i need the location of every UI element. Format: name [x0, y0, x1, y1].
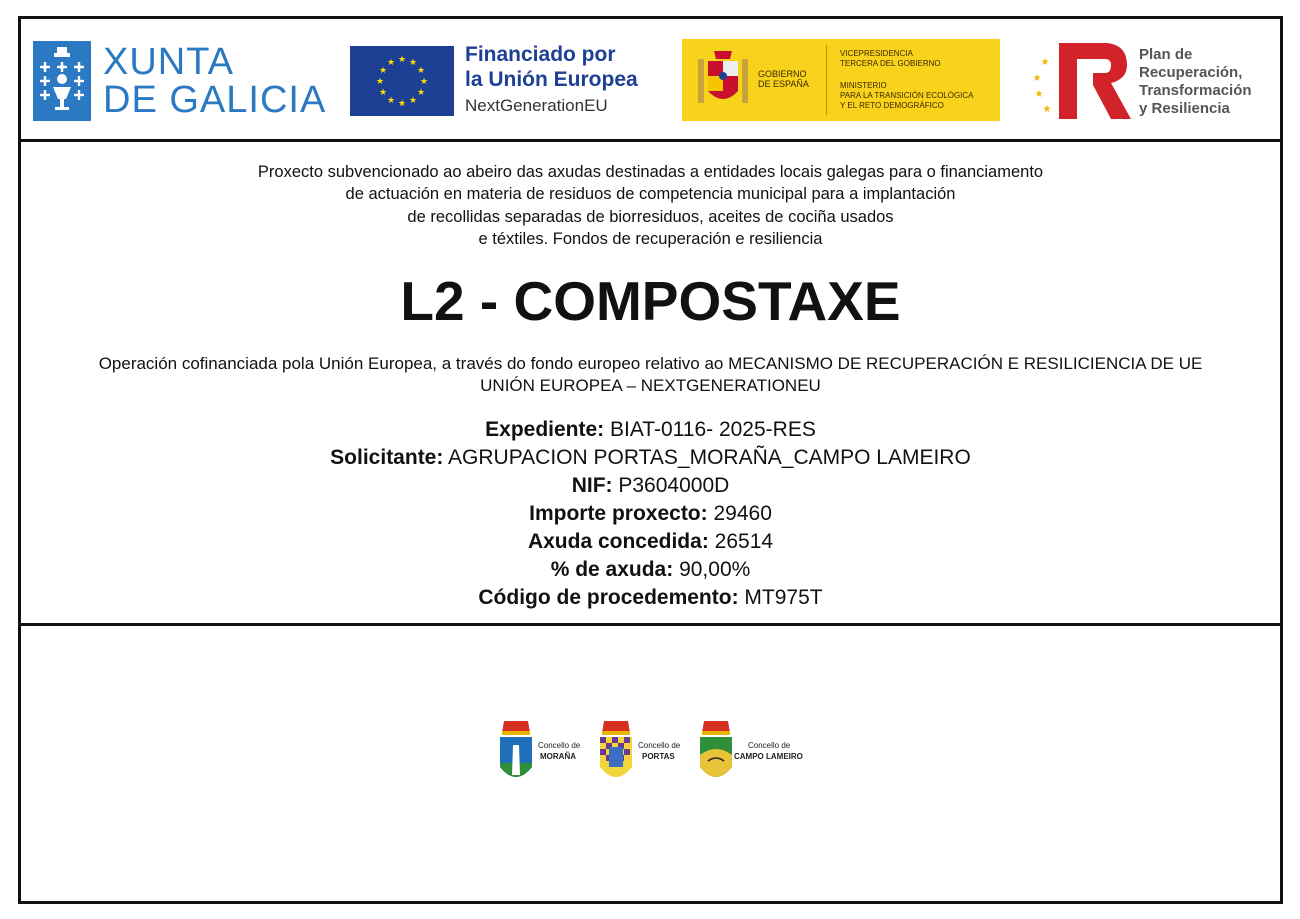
morana-shield-icon: [496, 717, 536, 787]
svg-text:★: ★: [375, 77, 385, 87]
gobierno-divider: [826, 45, 827, 115]
eu-flag-icon: [350, 46, 454, 116]
gobierno-de-espana-logo: [682, 39, 1000, 121]
svg-text:★: ★: [378, 66, 388, 76]
xunta-de-galicia-logo: [33, 39, 327, 123]
operation-line: Operación cofinanciada pola Unión Europea, a través do fondo europeo relativo ao MECANISMO DE RECUPERACIÓN E RESILICIENCIA DE UE: [98, 354, 1203, 373]
xunta-line1: XUNTA: [103, 41, 234, 83]
gobierno-left2: DE ESPAÑA: [758, 79, 809, 89]
svg-text:★: ★: [378, 88, 388, 98]
spain-coat-of-arms-icon: [694, 47, 752, 113]
detail-value: AGRUPACION PORTAS_MORAÑA_CAMPO LAMEIRO: [448, 446, 971, 469]
svg-text:★: ★: [416, 88, 426, 98]
svg-text:★: ★: [419, 77, 429, 87]
detail-value: BIAT-0116- 2025-RES: [610, 418, 816, 441]
prtr-mark-icon: [1025, 39, 1135, 123]
eu-funding-logo: [350, 43, 650, 121]
xunta-emblem-icon: [33, 41, 91, 121]
concello-name: PORTAS: [642, 752, 675, 761]
svg-text:★: ★: [1042, 104, 1052, 115]
prtr-line1: Plan de: [1139, 46, 1193, 63]
svg-text:★: ★: [408, 58, 418, 68]
detail-value: 29460: [713, 502, 772, 525]
svg-text:★: ★: [386, 58, 396, 68]
detail-axuda: [21, 528, 1280, 556]
concello-name: MORAÑA: [540, 752, 576, 761]
gobierno-right2: TERCERA DEL GOBIERNO: [840, 59, 941, 68]
detail-value: 90,00%: [679, 558, 751, 581]
svg-text:★: ★: [397, 99, 407, 109]
prtr-line3: Transformación: [1139, 82, 1252, 99]
detail-label: Importe proxecto:: [529, 502, 708, 525]
operation-line: UNIÓN EUROPEA – NEXTGENERATIONEU: [480, 376, 821, 395]
gobierno-left1: GOBIERNO: [758, 69, 807, 79]
detail-label: Solicitante:: [330, 446, 444, 469]
divider-top: [21, 139, 1280, 142]
detail-label: Axuda concedida:: [527, 530, 709, 553]
page-title: L2 - COMPOSTAXE: [400, 270, 901, 332]
detail-expediente: [21, 416, 1280, 444]
eu-line2: la Unión Europea: [465, 68, 638, 91]
detail-label: % de axuda:: [550, 558, 674, 581]
campo-lameiro-shield-icon: [696, 717, 736, 787]
svg-text:★: ★: [1032, 73, 1042, 84]
detail-codigo: [21, 584, 1280, 612]
svg-text:★: ★: [408, 96, 418, 106]
detail-importe: [21, 500, 1280, 528]
gobierno-right3: MINISTERIO: [840, 81, 887, 90]
detail-label: Expediente:: [485, 418, 605, 441]
gobierno-right4: PARA LA TRANSICIÓN ECOLÓGICA: [840, 91, 974, 100]
gobierno-right1: VICEPRESIDENCIA: [840, 49, 913, 58]
detail-label: NIF:: [571, 474, 613, 497]
divider-bottom: [21, 623, 1280, 626]
concello-portas-logo: [596, 715, 706, 791]
eu-line1: Financiado por: [465, 43, 616, 66]
concello-morana-logo: [496, 715, 606, 791]
detail-nif: [21, 472, 1280, 500]
poster-frame: [18, 16, 1283, 904]
plan-recuperacion-logo: [1025, 39, 1275, 123]
eu-line3: NextGenerationEU: [465, 96, 608, 115]
svg-text:★: ★: [397, 55, 407, 65]
detail-value: P3604000D: [618, 474, 730, 497]
svg-text:★: ★: [1034, 89, 1044, 100]
intro-line: e téxtiles. Fondos de recuperación e resiliencia: [478, 230, 823, 248]
intro-line: de actuación en materia de residuos de competencia municipal para a implantación: [345, 185, 956, 203]
portas-shield-icon: [596, 717, 636, 787]
concello-prefix: Concello de: [748, 741, 791, 750]
logo-bar: [21, 19, 1280, 139]
svg-text:★: ★: [1040, 57, 1050, 68]
detail-value: 26514: [714, 530, 774, 553]
intro-line: de recollidas separadas de biorresiduos, aceites de cociña usados: [407, 208, 894, 226]
svg-text:★: ★: [386, 96, 396, 106]
xunta-line2: DE GALICIA: [103, 79, 327, 121]
concellos-logos: [496, 715, 816, 791]
prtr-line4: y Resiliencia: [1139, 100, 1230, 117]
concello-prefix: Concello de: [638, 741, 681, 750]
concello-campo-lameiro-logo: [696, 715, 806, 791]
concello-name: CAMPO LAMEIRO: [734, 752, 803, 761]
detail-label: Código de procedemento:: [478, 586, 739, 609]
svg-text:★: ★: [416, 66, 426, 76]
gobierno-right5: Y EL RETO DEMOGRÁFICO: [840, 101, 944, 110]
detail-value: MT975T: [744, 586, 823, 609]
concello-prefix: Concello de: [538, 741, 581, 750]
prtr-line2: Recuperación,: [1139, 64, 1243, 81]
detail-porcentaxe: [21, 556, 1280, 584]
intro-line: Proxecto subvencionado ao abeiro das axudas destinadas a entidades locais galegas para o financiamento: [257, 163, 1044, 181]
detail-solicitante: [21, 444, 1280, 472]
